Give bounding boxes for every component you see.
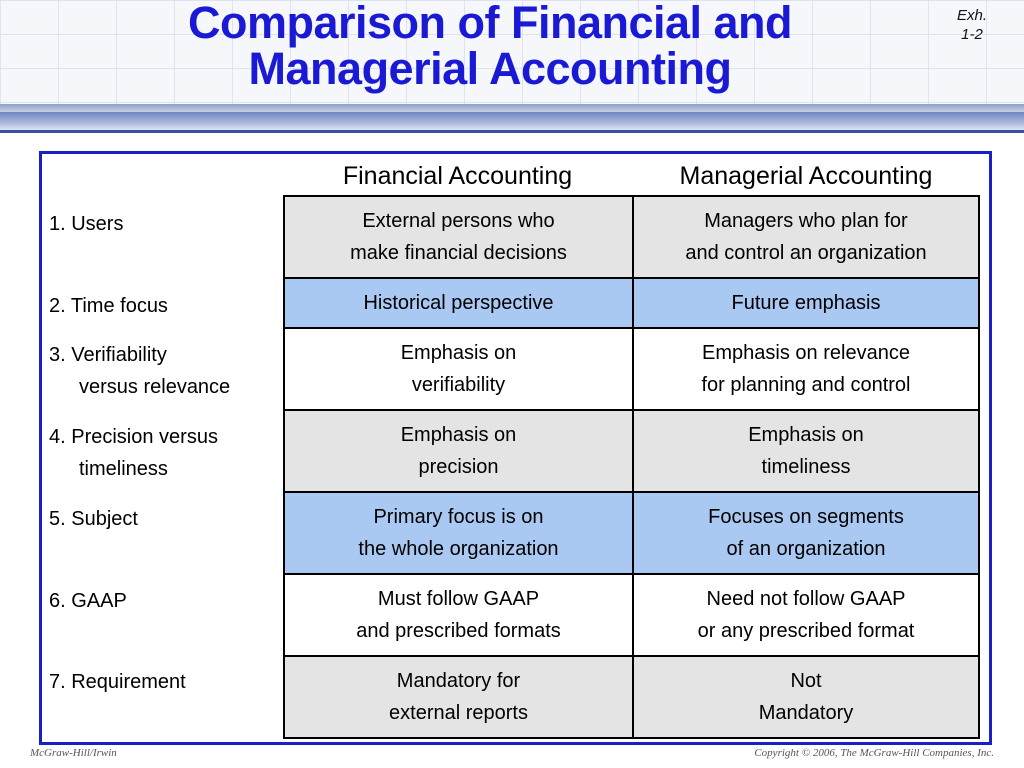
cell-managerial: [634, 657, 980, 737]
cell-text: Need not follow GAAP: [706, 588, 906, 610]
table-row: [285, 279, 980, 329]
cell-text: Emphasis on: [400, 424, 517, 446]
row-label-precision: [49, 421, 218, 485]
cell-financial: [285, 329, 634, 409]
row-label-text: 7. Requirement: [49, 671, 186, 693]
cell-text: and prescribed formats: [356, 620, 561, 642]
footer-publisher: McGraw-Hill/Irwin: [30, 747, 117, 759]
row-label-text: 1. Users: [49, 213, 124, 235]
row-label-requirement: [49, 666, 186, 698]
row-label-gaap: [49, 585, 127, 617]
header-divider-band: [0, 112, 1024, 130]
cell-financial: [285, 411, 634, 491]
cell-text: Mandatory for: [396, 670, 521, 692]
cell-text: Emphasis on: [400, 342, 517, 364]
cell-financial: [285, 493, 634, 573]
col-header-financial: Financial Accounting: [342, 162, 573, 190]
row-label-text: 6. GAAP: [49, 590, 127, 612]
row-label-text: 4. Precision versus: [49, 426, 218, 448]
row-label-text: 2. Time focus: [49, 295, 168, 317]
table-row: [285, 493, 980, 575]
cell-text: the whole organization: [358, 538, 559, 560]
cell-text: Mandatory: [758, 702, 854, 724]
cell-financial: [285, 197, 634, 277]
cell-text: Managers who plan for: [704, 210, 908, 232]
table-row: [285, 657, 980, 739]
cell-text: for planning and control: [701, 374, 911, 396]
row-label-time-focus: [49, 290, 168, 322]
cell-text: external reports: [389, 702, 528, 724]
table-row: [285, 411, 980, 493]
cell-text: Emphasis on: [748, 424, 864, 446]
slide-title: [60, 0, 920, 92]
row-label-users: [49, 208, 123, 240]
row-label-subject: [49, 503, 138, 535]
cell-managerial: [634, 329, 980, 409]
exhibit-label: Exh.: [956, 7, 987, 24]
cell-text: timeliness: [761, 456, 851, 478]
cell-text: Future emphasis: [731, 292, 881, 314]
cell-managerial: [634, 279, 980, 327]
row-label-text: 3. Verifiability: [49, 344, 167, 366]
header-divider-line: [0, 130, 1024, 133]
cell-financial: [285, 657, 634, 737]
cell-text: and control an organization: [685, 242, 927, 264]
slide-header: [0, 0, 1024, 104]
slide-title-line-2: Managerial Accounting: [248, 43, 732, 94]
cell-managerial: [634, 197, 980, 277]
comparison-table: [283, 195, 980, 739]
cell-text: Focuses on segments: [708, 506, 904, 528]
cell-text: of an organization: [726, 538, 886, 560]
row-label-verifiability: [49, 339, 230, 403]
cell-financial: [285, 575, 634, 655]
row-label-text: 5. Subject: [49, 508, 138, 530]
cell-text: precision: [418, 456, 499, 478]
cell-text: Not: [790, 670, 822, 692]
cell-text: Must follow GAAP: [377, 588, 540, 610]
footer-copyright: Copyright © 2006, The McGraw-Hill Companies, Inc.: [754, 747, 994, 759]
row-label-text: timeliness: [79, 458, 168, 480]
col-header-managerial: Managerial Accounting: [679, 162, 933, 190]
slide-title-line-1: Comparison of Financial and: [187, 0, 793, 48]
cell-text: Historical perspective: [363, 292, 554, 314]
table-row: [285, 329, 980, 411]
exhibit-id: 1-2: [961, 26, 983, 43]
cell-managerial: [634, 575, 980, 655]
header-divider-top: [0, 104, 1024, 112]
cell-text: Emphasis on relevance: [702, 342, 910, 364]
cell-text: verifiability: [411, 374, 506, 396]
cell-text: or any prescribed format: [697, 620, 915, 642]
table-row: [285, 575, 980, 657]
row-label-text: versus relevance: [79, 376, 231, 398]
cell-text: Primary focus is on: [373, 506, 544, 528]
table-row: [285, 197, 980, 279]
cell-text: make financial decisions: [350, 242, 567, 264]
cell-managerial: [634, 493, 980, 573]
cell-text: External persons who: [362, 210, 555, 232]
exhibit-number: [942, 6, 1002, 44]
cell-managerial: [634, 411, 980, 491]
cell-financial: [285, 279, 634, 327]
